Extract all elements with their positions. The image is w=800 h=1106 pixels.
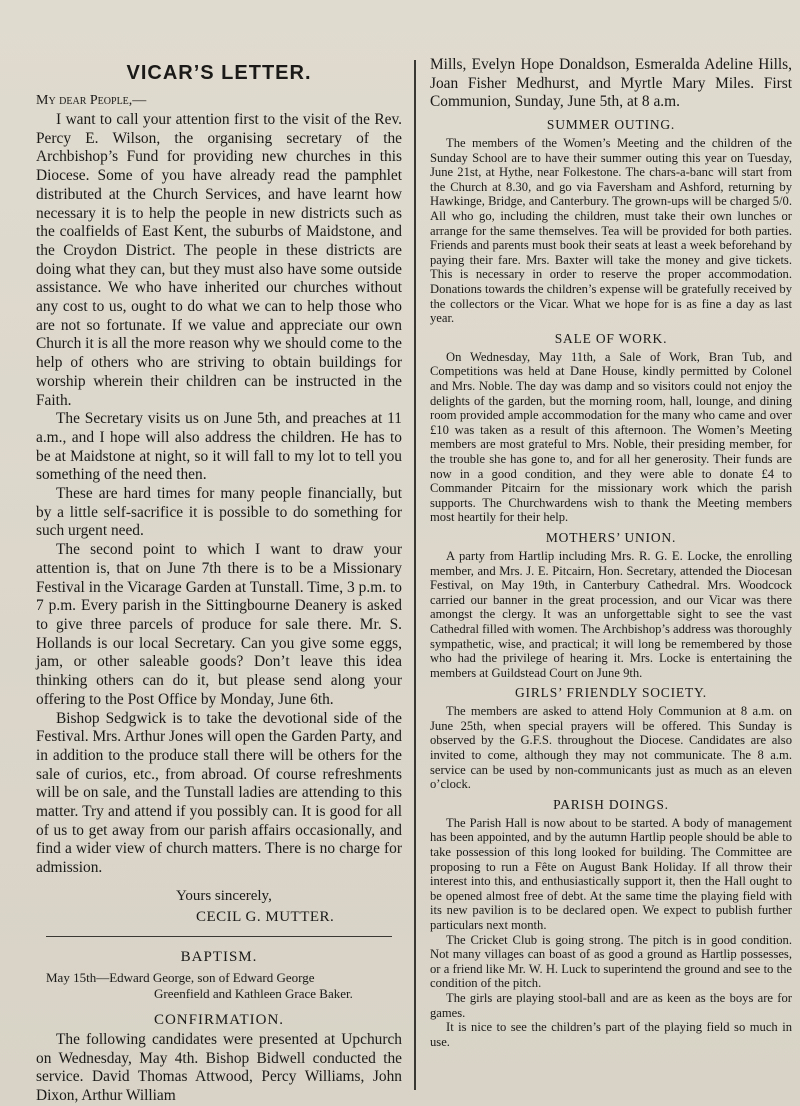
letter-paragraph-2: The Secretary visits us on June 5th, and preaches at 11 a.m., and I hope will also address the children. He has to be at Maidstone at night, so it will fall to my lot to tell you something of the need then.	[36, 410, 402, 484]
confirmation-continued: Mills, Evelyn Hope Donaldson, Esmeralda Adeline Hills, Joan Fisher Medhurst, and Myrtle Mary Miles. First Communion, Sunday, June 5th, at 8 a.m.	[430, 56, 792, 111]
baptism-line-1: May 15th—Edward George, son of Edward George	[46, 969, 315, 985]
baptism-line-2: Greenfield and Kathleen Grace Baker.	[154, 985, 353, 1001]
right-column	[430, 56, 792, 1049]
vicars-letter-title: VICAR’S LETTER.	[126, 62, 312, 84]
parish-doings-text-4: It is nice to see the children’s part of the playing field so much in use.	[430, 1020, 792, 1049]
sale-of-work-text: On Wednesday, May 11th, a Sale of Work, Bran Tub, and Competitions was held at Dane House, kindly permitted by Colonel and Mrs. Noble. The day was damp and so visitors could not enjoy the delights of the garden, but the morning room, hall, lounge, and dining room provided ample accommodation for the many who came and over £10 was taken as a result of this afternoon. The Women’s Meeting members are most grateful to Mrs. Noble, their presiding member, for the trouble she has gone to, and for all her generosity. Their funds are now in a good condition, and they were able to donate £4 to Commander Pitcairn for the missionary work which the parish supports. The Churchwardens wish to thank the Meeting members most heartily for their help.	[430, 349, 792, 525]
confirmation-text: The following candidates were presented at Upchurch on Wednesday, May 4th. Bishop Bidwell conducted the service. David Thomas Attwood, Percy Williams, John Dixon, Arthur William	[36, 1030, 402, 1104]
gfs-text: The members are asked to attend Holy Communion at 8 a.m. on June 25th, when special prayers will be offered. This Sunday is observed by the G.F.S. throughout the Diocese. Candidates are also invited to come, although they may not communicate. The 8 a.m. service can be used by non-communicants just as much as an eleven o’clock.	[430, 704, 792, 792]
baptism-entry	[46, 970, 402, 1002]
letter-paragraph-3: These are hard times for many people financially, but by a little self-sacrifice it is possible to do something for such urgent need.	[36, 485, 402, 540]
parish-doings-text-1: The Parish Hall is now about to be started. A body of management has been appointed, and by the autumn Hartlip people should be able to take possession of this long looked for building. The Committee are proposing to run a Fête on August Bank Holiday. If all throw their interest into this, and enthusiastically support it, then the Hall ought to be opened almost free of debt. At the same time the playing field with its new pavilion is to be declared open. We expect to publish further particulars next month.	[430, 815, 792, 933]
letter-paragraph-1: I want to call your attention first to the visit of the Rev. Percy E. Wilson, the organising secretary of the Archbishop’s Fund for providing new churches in this Diocese. Some of you have already read the pamphlet distributed at the Church Services, and have learnt how necessary it is to help the people in new districts such as the coalfields of East Kent, the suburbs of Maidstone, and the Croydon District. The people in these districts are doing what they can, but they must also have some outside assistance. We who have inherited our churches without any cost to us, ought to do what we can to help those who are not so fortunate. If we value and appreciate our own Church it is all the more reason why we should come to the help of others who are striving to obtain buildings for worship wherein their children can be instructed in the Faith.	[36, 111, 402, 409]
baptism-heading: BAPTISM.	[180, 948, 258, 965]
parish-doings-heading: PARISH DOINGS.	[553, 796, 669, 812]
signature: CECIL G. MUTTER.	[196, 908, 335, 925]
salutation: My dear People,—	[36, 93, 147, 108]
letter-paragraph-5: Bishop Sedgwick is to take the devotional side of the Festival. Mrs. Arthur Jones will open the Garden Party, and in addition to the produce stall there will be others for the sale of curios, etc., from abroad. Of course refreshments will be on sale, and the Tunstall ladies are attending to this matter. Try and attend if you possibly can. It is good for all of us to get away from our parish affairs occasionally, and find a wider view of church matters. There is no charge for admission.	[36, 709, 402, 877]
sale-of-work-heading: SALE OF WORK.	[554, 330, 668, 346]
mothers-union-text: A party from Hartlip including Mrs. R. G. E. Locke, the enrolling member, and Mrs. J. E. Pitcairn, Hon. Secretary, attended the Diocesan Festival, on May 19th, in Canterbury Cathedral. Mrs. Woodcock carried our banner in the great procession, and our Vicar was there amongst the clergy. It was an unforgettable sight to see the vast Cathedral filled with women. The Archbishop’s address was thoroughly sympathetic, wise, and practical; it will long be remembered by those who had the privilege of hearing it. Mrs. Locke is entertaining the members at Guildstead Court on June 9th.	[430, 548, 792, 680]
section-divider	[46, 936, 392, 937]
mothers-union-heading: MOTHERS’ UNION.	[545, 529, 677, 545]
letter-paragraph-4: The second point to which I want to draw your attention is, that on June 7th there is to be a Missionary Festival in the Vicarage Garden at Tunstall. Time, 3 p.m. to 7 p.m. Every parish in the Sittingbourne Deanery is asked to give three parcels of produce for sale there. Mr. S. Hollands is our local Secretary. Can you give some eggs, jam, or other saleable goods? Don’t leave this idea thinking others can do it, but please send along your offering to the Post Office by Monday, June 6th.	[36, 541, 402, 708]
left-column	[36, 56, 402, 1106]
confirmation-heading: CONFIRMATION.	[153, 1011, 285, 1028]
summer-outing-text: The members of the Women’s Meeting and the children of the Sunday School are to have their summer outing this year on Tuesday, June 21st, at Hythe, near Folkestone. The chars-a-banc will start from the Church at 8.30, and go via Faversham and Ashford, returning by Hawkinge, Bridge, and Canterbury. The grown-ups will be charged 5/0. All who go, including the children, must take their own lunches or arrange for the same themselves. Tea will be provided for both parties. Friends and parents must book their seats at least a week beforehand by paying their fare. Mrs. Baxter will take the money and give tickets. This is necessary in order to reserve the proper accommodation. Donations towards the children’s expense will be gratefully received by the collectors or the Vicar. What we hope for is as fine a day as last year.	[430, 136, 792, 326]
closing: Yours sincerely,	[176, 887, 272, 904]
summer-outing-heading: SUMMER OUTING.	[546, 117, 676, 133]
column-rule	[414, 60, 416, 1090]
parish-doings-text-3: The girls are playing stool-ball and are as keen as the boys are for games.	[430, 990, 792, 1020]
parish-doings-text-2: The Cricket Club is going strong. The pitch is in good condition. Not many villages can boast of as good a ground as Hartlip possesses, or a friend like Mr. W. H. Luck to superintend the ground and see to the condition of the pitch.	[430, 932, 792, 991]
gfs-heading: GIRLS’ FRIENDLY SOCIETY.	[515, 685, 707, 701]
